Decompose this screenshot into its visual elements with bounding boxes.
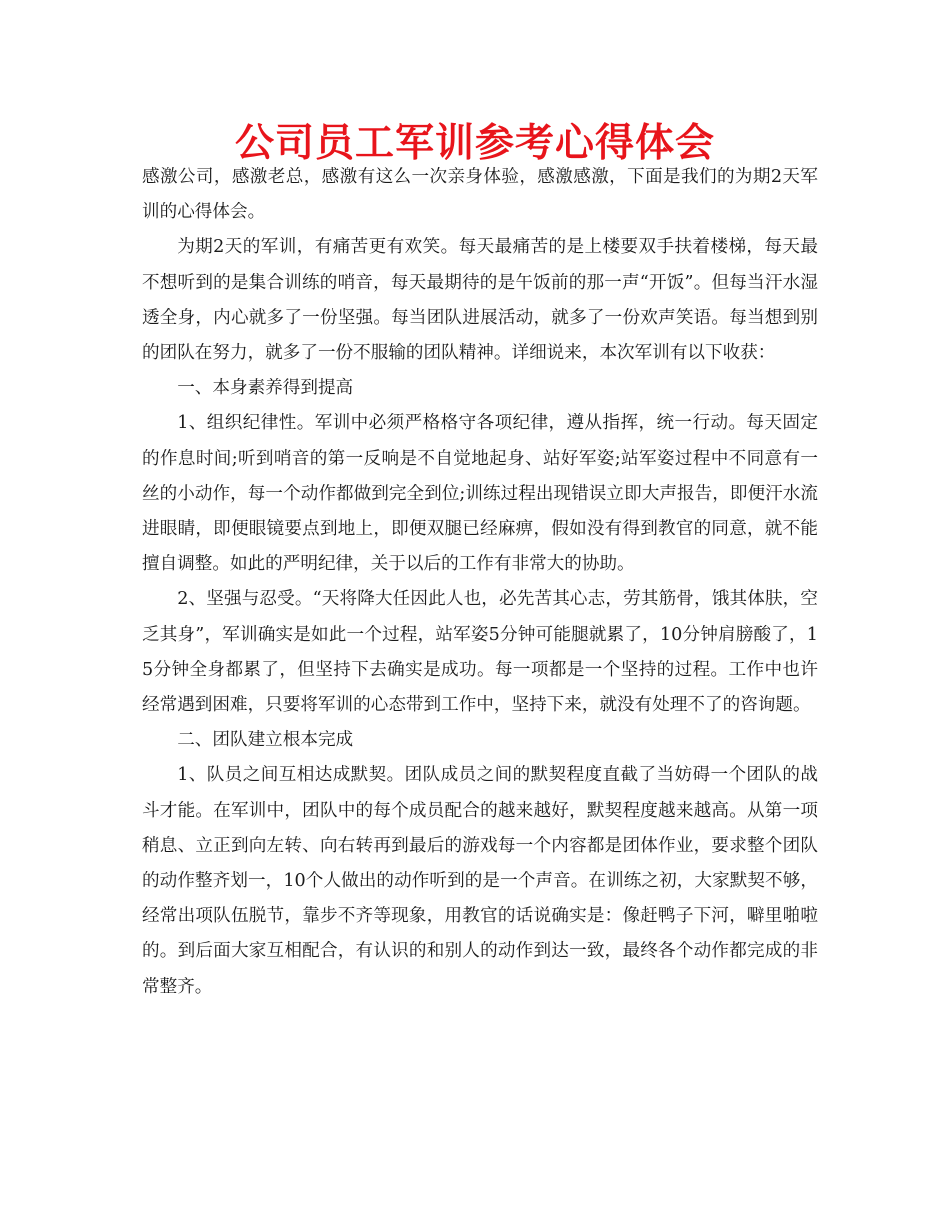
paragraph-teamwork: 1、队员之间互相达成默契。团队成员之间的默契程度直截了当妨碍一个团队的战斗才能。在军训中，团队中的每个成员配合的越来越好，默契程度越来越高。从第一项稍息、立正到向左转、向右转再到最后的游戏每一个内容都是团体作业，要求整个团队的动作整齐划一，10个人做出的动作听到的是一个声音。在训练之初，大家默契不够，经常出项队伍脱节，靠步不齐等现象，用教官的话说确实是：像赶鸭子下河，噼里啪啦的。到后面大家互相配合，有认识的和别人的动作到达一致，最终各个动作都完成的非常整齐。 — [142, 765, 818, 997]
section-heading-2: 二、团队建立根本完成 — [177, 730, 354, 751]
document-title: 公司员工军训参考心得体会 — [234, 121, 715, 166]
paragraph-endurance: 2、坚强与忍受。“天将降大任因此人也，必先苦其心志，劳其筋骨，饿其体肤，空乏其身”，军训确实是如此一个过程，站军姿5分钟可能腿就累了，10分钟肩膀酸了，15分钟全身都累了，但坚持下去确实是成功。每一项都是一个坚持的过程。工作中也许经常遇到困难，只要将军训的心态带到工作中，坚持下来，就没有处理不了的咨询题。 — [142, 589, 818, 716]
document-body — [142, 160, 818, 1005]
paragraph-overview: 为期2天的军训，有痛苦更有欢笑。每天最痛苦的是上楼要双手扶着楼梯，每天最不想听到的是集合训练的哨音，每天最期待的是午饭前的那一声“开饭”。但每当汗水湿透全身，内心就多了一份坚强。每当团队进展活动，就多了一份欢声笑语。每当想到别的团队在努力，就多了一份不服输的团队精神。详细说来，本次军训有以下收获： — [142, 237, 818, 364]
section-heading-1: 一、本身素养得到提高 — [177, 378, 354, 399]
paragraph-intro: 感激公司，感激老总，感激有这么一次亲身体验，感激感激，下面是我们的为期2天军训的心得体会。 — [142, 167, 818, 223]
paragraph-discipline: 1、组织纪律性。军训中必须严格格守各项纪律，遵从指挥，统一行动。每天固定的作息时间;听到哨音的第一反响是不自觉地起身、站好军姿;站军姿过程中不同意有一丝的小动作，每一个动作都做到完全到位;训练过程出现错误立即大声报告，即便汗水流进眼睛，即便眼镜要点到地上，即便双腿已经麻痹，假如没有得到教官的同意，就不能擅自调整。如此的严明纪律，关于以后的工作有非常大的协助。 — [142, 413, 818, 575]
